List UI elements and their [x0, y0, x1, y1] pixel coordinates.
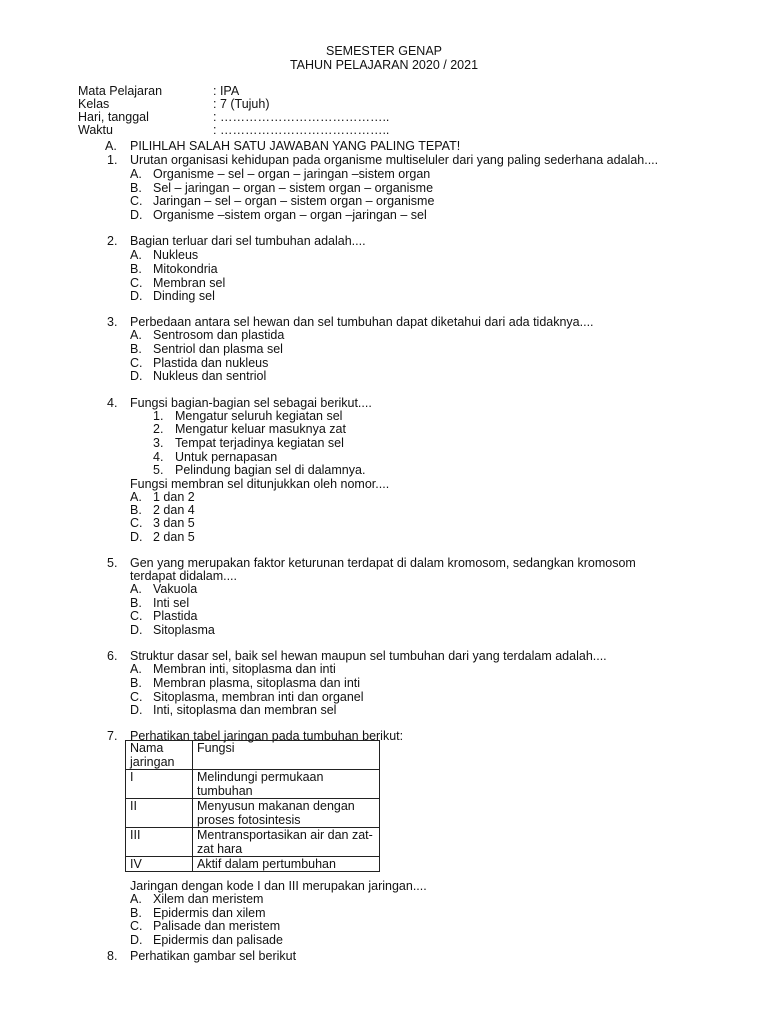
option-letter: B. — [130, 906, 142, 920]
option-text: Membran plasma, sitoplasma dan inti — [153, 676, 361, 690]
option-letter: D. — [130, 530, 143, 544]
table-cell: IV — [126, 857, 193, 872]
option-text: Plastida dan nukleus — [153, 356, 269, 370]
option-letter: A. — [130, 582, 142, 596]
question-text: Perbedaan antara sel hewan dan sel tumbuhan dapat diketahui dari ada tidaknya.... — [130, 315, 594, 329]
header-semester: SEMESTER GENAP — [326, 44, 442, 58]
option-letter: C. — [130, 194, 143, 208]
table-cell: Menyusun makanan dengan proses fotosintesis — [193, 799, 380, 828]
question-stem: Fungsi membran sel ditunjukkan oleh nomor.... — [130, 477, 390, 491]
option-letter: C. — [130, 356, 143, 370]
meta-label: Mata Pelajaran — [78, 84, 163, 98]
option-letter: C. — [130, 919, 143, 933]
question-text: Perhatikan tabel jaringan pada tumbuhan berikut: — [130, 729, 404, 743]
option-letter: C. — [130, 276, 143, 290]
option-letter: C. — [130, 609, 143, 623]
table-cell: II — [126, 799, 193, 828]
option-text: Sentrosom dan plastida — [153, 328, 285, 342]
table-row — [126, 799, 380, 828]
question-number: 5. — [107, 556, 118, 570]
option-letter: B. — [130, 262, 142, 276]
question-text: Struktur dasar sel, baik sel hewan maupun sel tumbuhan dari yang terdalam adalah.... — [130, 649, 607, 663]
option-text: Xilem dan meristem — [153, 892, 264, 906]
section-letter: A. — [105, 139, 117, 153]
option-letter: D. — [130, 703, 143, 717]
option-letter: A. — [130, 892, 142, 906]
option-letter: A. — [130, 248, 142, 262]
question-stem: Jaringan dengan kode I dan III merupakan jaringan.... — [130, 879, 427, 893]
option-text: Inti, sitoplasma dan membran sel — [153, 703, 337, 717]
table-row — [126, 770, 380, 799]
option-letter: B. — [130, 342, 142, 356]
option-text: Dinding sel — [153, 289, 215, 303]
option-letter: C. — [130, 690, 143, 704]
meta-value: : ………………………………….. — [213, 123, 390, 137]
option-letter: D. — [130, 933, 143, 947]
option-text: 1 dan 2 — [153, 490, 195, 504]
table-header-cell: Nama jaringan — [126, 741, 193, 770]
option-text: Nukleus — [153, 248, 199, 262]
option-text: Sentriol dan plasma sel — [153, 342, 283, 356]
option-letter: B. — [130, 596, 142, 610]
option-text: Sitoplasma — [153, 623, 215, 637]
subitem-text: Mengatur keluar masuknya zat — [175, 422, 346, 436]
option-text: 3 dan 5 — [153, 516, 195, 530]
option-letter: B. — [130, 181, 142, 195]
meta-value: : 7 (Tujuh) — [213, 97, 270, 111]
meta-label: Kelas — [78, 97, 110, 111]
question-text: Bagian terluar dari sel tumbuhan adalah.... — [130, 234, 366, 248]
option-text: Epidermis dan xilem — [153, 906, 266, 920]
option-text: Organisme –sistem organ – organ –jaringan – sel — [153, 208, 427, 222]
question-text-continued: terdapat didalam.... — [130, 569, 238, 583]
option-text: Sel – jaringan – organ – sistem organ – organisme — [153, 181, 434, 195]
tissue-table — [125, 740, 380, 872]
subitem-text: Tempat terjadinya kegiatan sel — [175, 436, 344, 450]
question-number: 2. — [107, 234, 118, 248]
question-number: 6. — [107, 649, 118, 663]
option-text: Membran inti, sitoplasma dan inti — [153, 662, 336, 676]
question-number: 7. — [107, 729, 118, 743]
option-text: Sitoplasma, membran inti dan organel — [153, 690, 364, 704]
meta-label: Waktu — [78, 123, 113, 137]
table-cell: III — [126, 828, 193, 857]
table-cell: Melindungi permukaan tumbuhan — [193, 770, 380, 799]
option-text: Mitokondria — [153, 262, 218, 276]
option-letter: B. — [130, 503, 142, 517]
section-title: PILIHLAH SALAH SATU JAWABAN YANG PALING TEPAT! — [130, 139, 461, 153]
question-text: Fungsi bagian-bagian sel sebagai berikut.... — [130, 396, 372, 410]
question-number: 1. — [107, 153, 118, 167]
meta-label: Hari, tanggal — [78, 110, 149, 124]
table-cell: Aktif dalam pertumbuhan — [193, 857, 380, 872]
option-letter: A. — [130, 662, 142, 676]
table-cell: Mentransportasikan air dan zat-zat hara — [193, 828, 380, 857]
question-text: Perhatikan gambar sel berikut — [130, 949, 297, 963]
question-number: 3. — [107, 315, 118, 329]
subitem-text: Untuk pernapasan — [175, 450, 278, 464]
option-text: 2 dan 5 — [153, 530, 195, 544]
table-cell: I — [126, 770, 193, 799]
option-text: Epidermis dan palisade — [153, 933, 283, 947]
option-text: Inti sel — [153, 596, 190, 610]
option-text: Membran sel — [153, 276, 226, 290]
option-letter: B. — [130, 676, 142, 690]
option-letter: A. — [130, 167, 142, 181]
option-letter: D. — [130, 369, 143, 383]
option-letter: A. — [130, 328, 142, 342]
header-academic-year: TAHUN PELAJARAN 2020 / 2021 — [289, 58, 479, 72]
option-letter: D. — [130, 289, 143, 303]
option-letter: D. — [130, 623, 143, 637]
option-text: Vakuola — [153, 582, 198, 596]
meta-value: : IPA — [213, 84, 240, 98]
subitem-number: 5. — [153, 463, 164, 477]
subitem-text: Mengatur seluruh kegiatan sel — [175, 409, 343, 423]
question-number: 4. — [107, 396, 118, 410]
subitem-number: 1. — [153, 409, 164, 423]
option-text: Organisme – sel – organ – jaringan –sistem organ — [153, 167, 431, 181]
table-row — [126, 828, 380, 857]
subitem-text: Pelindung bagian sel di dalamnya. — [175, 463, 366, 477]
subitem-number: 3. — [153, 436, 164, 450]
option-letter: A. — [130, 490, 142, 504]
subitem-number: 2. — [153, 422, 164, 436]
option-text: Nukleus dan sentriol — [153, 369, 267, 383]
question-text: Gen yang merupakan faktor keturunan terdapat di dalam kromosom, sedangkan kromosom — [130, 556, 636, 570]
question-text: Urutan organisasi kehidupan pada organisme multiseluler dari yang paling sederhana adalah.... — [130, 153, 659, 167]
option-letter: C. — [130, 516, 143, 530]
option-text: 2 dan 4 — [153, 503, 195, 517]
option-text: Palisade dan meristem — [153, 919, 281, 933]
option-letter: D. — [130, 208, 143, 222]
table-header-row — [126, 741, 380, 770]
table-row — [126, 857, 380, 872]
subitem-number: 4. — [153, 450, 164, 464]
question-number: 8. — [107, 949, 118, 963]
meta-value: : ………………………………….. — [213, 110, 390, 124]
option-text: Jaringan – sel – organ – sistem organ – organisme — [153, 194, 435, 208]
table-header-cell: Fungsi — [193, 741, 380, 770]
option-text: Plastida — [153, 609, 198, 623]
